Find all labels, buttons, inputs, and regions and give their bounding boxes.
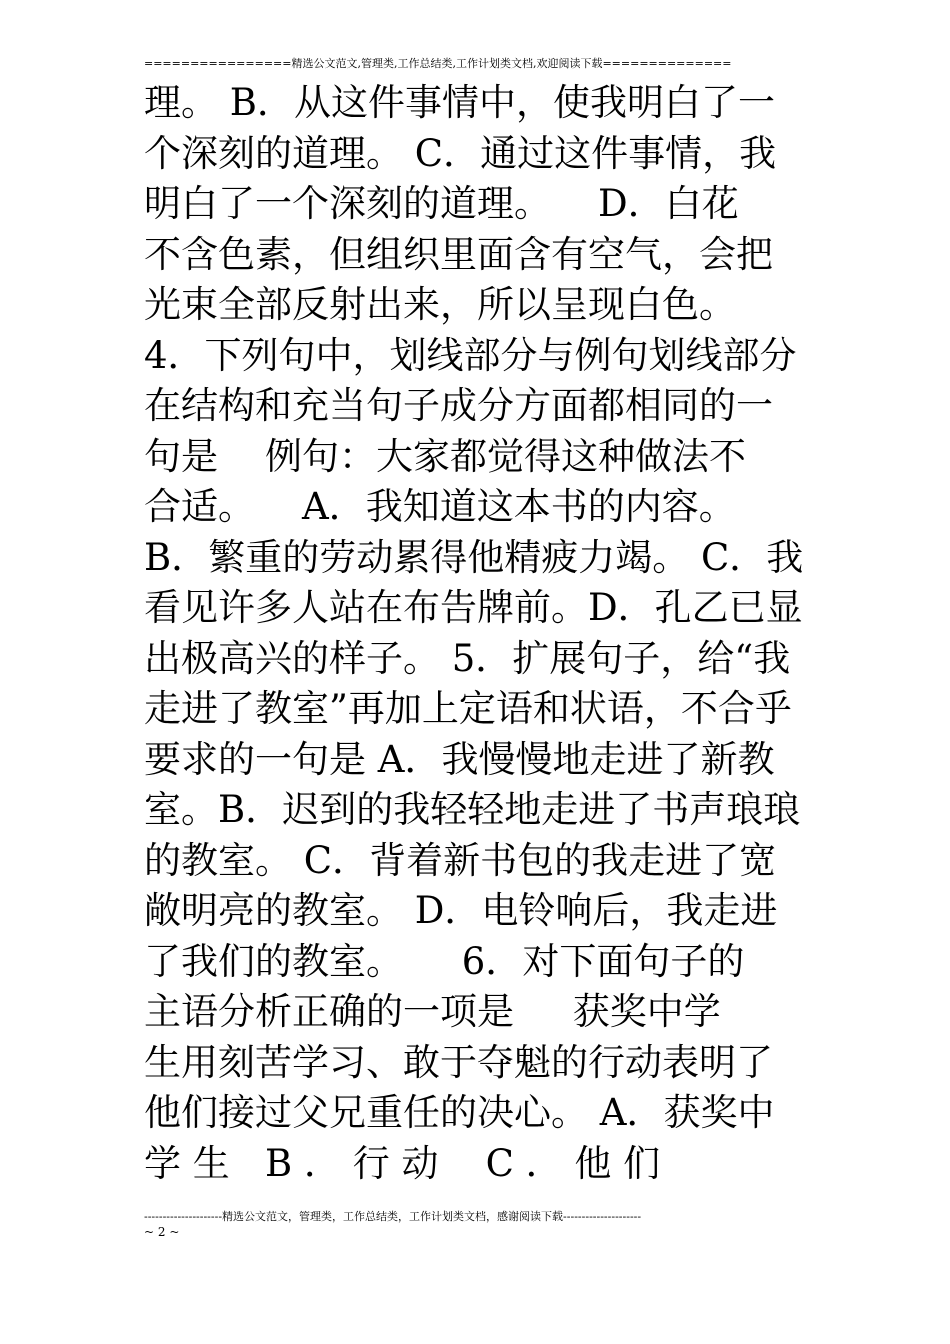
text-line: 室。B．迟到的我轻轻地走进了书声琅琅 <box>144 788 801 831</box>
page-footer: ---------------------精选公文范文，管理类，工作总结类，工作计划类文档，感谢阅读下载--------------------- <box>144 1210 642 1223</box>
text-line: B．繁重的劳动累得他精疲力竭。 C．我 <box>144 535 804 579</box>
text-line: 学 生 B ． 行 动 C ． 他 们 <box>144 1141 661 1185</box>
page-number: ~ 2 ~ <box>144 1225 180 1239</box>
text-line: 的教室。 C．背着新书包的我走进了宽 <box>144 838 777 882</box>
text-line: 4．下列句中，划线部分与例句划线部分 <box>144 333 797 377</box>
text-line: 敞明亮的教室。 D．电铃响后，我走进 <box>144 889 778 932</box>
text-line: 在结构和充当句子成分方面都相同的一 <box>144 384 773 427</box>
text-line: 理。 B．从这件事情中，使我明白了一 <box>144 81 775 124</box>
text-line: 光束全部反射出来，所以呈现白色。 <box>144 283 736 326</box>
text-line: 句是 例句：大家都觉得这种做法不 <box>144 434 747 478</box>
text-line: 个深刻的道理。 C．通过这件事情，我 <box>144 131 777 175</box>
text-line: 要求的一句是 A．我慢慢地走进了新教 <box>144 737 775 781</box>
text-line: 看见许多人站在布告牌前。D．孔乙已显 <box>144 586 803 629</box>
text-line: 走进了教室”再加上定语和状语，不合乎 <box>144 687 792 730</box>
text-line: 了我们的教室。 6．对下面句子的 <box>144 939 745 983</box>
document-body <box>144 78 809 1189</box>
text-line: 出极高兴的样子。 5．扩展句子，给“我 <box>144 636 791 680</box>
text-line: 明白了一个深刻的道理。 D．白花 <box>144 182 739 225</box>
text-line: 合适。 A．我知道这本书的内容。 <box>144 485 736 528</box>
text-line: 他们接过父兄重任的决心。 A．获奖中 <box>144 1091 775 1134</box>
text-line: 生用刻苦学习、敢于夺魁的行动表明了 <box>144 1040 773 1084</box>
text-line: 不含色素，但组织里面含有空气，会把 <box>144 232 773 276</box>
page-header: ================精选公文范文,管理类,工作总结类,工作计划类文档,欢迎阅读下载============== <box>144 57 732 70</box>
text-line: 主语分析正确的一项是 获奖中学 <box>144 990 721 1033</box>
